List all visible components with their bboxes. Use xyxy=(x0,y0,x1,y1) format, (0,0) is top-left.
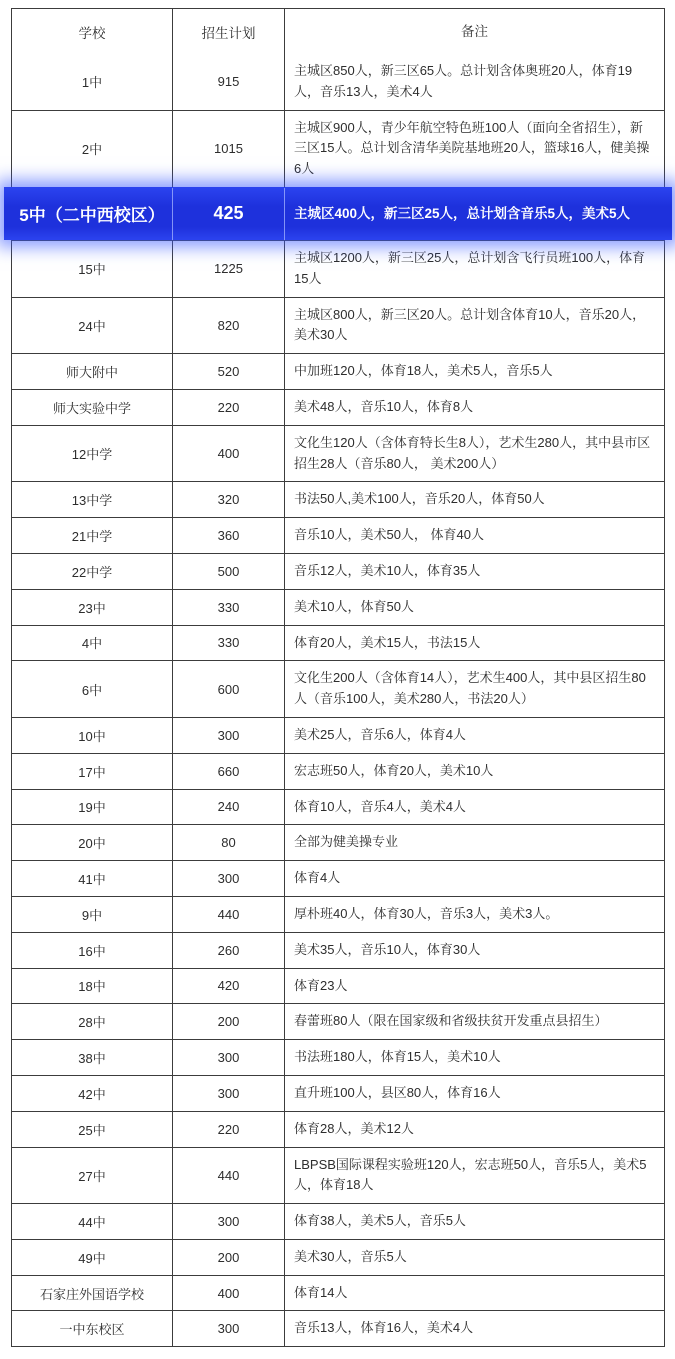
school-cell: 10中 xyxy=(78,728,106,744)
table-row xyxy=(12,553,664,589)
plan-cell: 425 xyxy=(172,188,284,240)
school-cell: 27中 xyxy=(78,1168,106,1184)
table-row xyxy=(12,353,664,389)
table-row xyxy=(12,1039,664,1075)
school-cell: 13中学 xyxy=(71,493,113,509)
table-row xyxy=(12,1239,664,1275)
school-cell: 17中 xyxy=(78,764,106,780)
remark-cell: 美术48人，音乐10人，体育8人 xyxy=(284,390,664,425)
plan-cell: 820 xyxy=(172,298,284,354)
plan-cell: 400 xyxy=(172,426,284,482)
remark-cell: 书法50人,美术100人，音乐20人，体育50人 xyxy=(284,482,664,517)
plan-cell: 220 xyxy=(172,1112,284,1147)
table-row xyxy=(12,896,664,932)
plan-cell: 1225 xyxy=(172,241,284,297)
plan-cell: 400 xyxy=(172,1276,284,1311)
school-cell: 一中东校区 xyxy=(59,1322,125,1338)
remark-cell: 美术35人，音乐10人，体育30人 xyxy=(284,933,664,968)
remark-cell: 春蕾班80人（限在国家级和省级扶贫开发重点县招生） xyxy=(284,1004,664,1039)
plan-cell: 300 xyxy=(172,861,284,896)
remark-cell: 书法班180人，体育15人，美术10人 xyxy=(284,1040,664,1075)
remark-cell: 直升班100人，县区80人，体育16人 xyxy=(284,1076,664,1111)
col-header-remark: 备注 xyxy=(284,9,664,54)
col-header-plan: 招生计划 xyxy=(172,9,284,54)
remark-cell: 主城区850人，新三区65人。总计划含体奥班20人，体育19人，音乐13人，美术4人 xyxy=(284,54,664,110)
plan-cell: 220 xyxy=(172,390,284,425)
table-row xyxy=(12,54,664,110)
table-row xyxy=(12,625,664,661)
table-row xyxy=(12,517,664,553)
school-cell: 42中 xyxy=(78,1086,106,1102)
remark-cell: 体育38人，美术5人，音乐5人 xyxy=(284,1204,664,1239)
remark-cell: 音乐13人，体育16人，美术4人 xyxy=(284,1311,664,1346)
table-row xyxy=(12,425,664,482)
school-cell: 25中 xyxy=(78,1122,106,1138)
remark-cell: 美术30人，音乐5人 xyxy=(284,1240,664,1275)
school-cell: 9中 xyxy=(81,907,103,923)
school-cell: 49中 xyxy=(78,1250,106,1266)
table-row xyxy=(12,753,664,789)
remark-cell: LBPSB国际课程实验班120人，宏志班50人，音乐5人，美术5人，体育18人 xyxy=(284,1148,664,1204)
school-cell: 18中 xyxy=(78,979,106,995)
enrollment-table xyxy=(11,8,665,1347)
plan-cell: 80 xyxy=(172,825,284,860)
table-row xyxy=(12,110,664,187)
school-cell: 12中学 xyxy=(71,447,113,463)
remark-cell: 美术10人，体育50人 xyxy=(284,590,664,625)
school-cell: 28中 xyxy=(78,1015,106,1031)
school-cell: 15中 xyxy=(78,262,106,278)
plan-cell: 500 xyxy=(172,554,284,589)
plan-cell: 200 xyxy=(172,1240,284,1275)
school-cell: 24中 xyxy=(78,318,106,334)
remark-cell: 体育28人，美术12人 xyxy=(284,1112,664,1147)
remark-cell: 中加班120人，体育18人，美术5人，音乐5人 xyxy=(284,354,664,389)
table-row xyxy=(12,717,664,753)
school-cell: 2中 xyxy=(81,142,103,158)
table-row xyxy=(12,1147,664,1204)
table-row xyxy=(12,824,664,860)
school-cell: 38中 xyxy=(78,1051,106,1066)
table-row xyxy=(12,1203,664,1239)
plan-cell: 440 xyxy=(172,897,284,932)
col-header-school: 学校 xyxy=(78,25,106,41)
school-cell: 23中 xyxy=(78,600,106,616)
plan-cell: 915 xyxy=(172,54,284,110)
plan-cell: 660 xyxy=(172,754,284,789)
table-row xyxy=(12,240,664,297)
table-row xyxy=(12,589,664,625)
plan-cell: 440 xyxy=(172,1148,284,1204)
plan-cell: 240 xyxy=(172,790,284,825)
table-row xyxy=(12,932,664,968)
school-cell: 师大实验中学 xyxy=(52,400,131,416)
table-row xyxy=(12,1003,664,1039)
remark-cell: 体育20人，美术15人，书法15人 xyxy=(284,626,664,661)
table-row xyxy=(12,660,664,717)
remark-cell: 厚朴班40人，体育30人，音乐3人，美术3人。 xyxy=(284,897,664,932)
table-row xyxy=(12,297,664,354)
plan-cell: 330 xyxy=(172,626,284,661)
plan-cell: 300 xyxy=(172,1076,284,1111)
school-cell: 20中 xyxy=(78,836,106,852)
plan-cell: 1015 xyxy=(172,111,284,187)
school-cell: 19中 xyxy=(78,800,106,816)
table-row xyxy=(12,1275,664,1311)
school-cell: 41中 xyxy=(78,872,106,888)
plan-cell: 300 xyxy=(172,1311,284,1346)
table-header-row xyxy=(12,9,664,54)
plan-cell: 260 xyxy=(172,933,284,968)
plan-cell: 330 xyxy=(172,590,284,625)
school-cell: 4中 xyxy=(81,636,103,652)
plan-cell: 360 xyxy=(172,518,284,553)
plan-cell: 520 xyxy=(172,354,284,389)
school-cell: 6中 xyxy=(81,682,103,698)
school-cell: 44中 xyxy=(78,1214,106,1230)
remark-cell: 文化生120人（含体育特长生8人），艺术生280人，其中县市区招生28人（音乐80人， 美术200人） xyxy=(284,426,664,482)
table-row xyxy=(12,860,664,896)
school-cell: 师大附中 xyxy=(65,365,118,381)
table-row xyxy=(12,968,664,1004)
table-row-highlighted xyxy=(4,187,672,240)
remark-cell: 体育14人 xyxy=(284,1276,664,1311)
remark-cell: 主城区400人，新三区25人，总计划含音乐5人，美术5人 xyxy=(284,188,664,240)
remark-cell: 体育4人 xyxy=(284,861,664,896)
table-row xyxy=(12,481,664,517)
remark-cell: 宏志班50人，体育20人，美术10人 xyxy=(284,754,664,789)
remark-cell: 体育23人 xyxy=(284,969,664,1004)
school-cell: 22中学 xyxy=(71,564,113,580)
remark-cell: 主城区800人，新三区20人。总计划含体育10人，音乐20人，美术30人 xyxy=(284,298,664,354)
table-row xyxy=(12,1310,664,1346)
school-cell: 5中（二中西校区） xyxy=(19,206,165,226)
table-row xyxy=(12,1075,664,1111)
remark-cell: 美术25人，音乐6人，体育4人 xyxy=(284,718,664,753)
plan-cell: 300 xyxy=(172,1040,284,1075)
plan-cell: 320 xyxy=(172,482,284,517)
remark-cell: 全部为健美操专业 xyxy=(284,825,664,860)
table-row xyxy=(12,1111,664,1147)
school-cell: 石家庄外国语学校 xyxy=(39,1286,144,1302)
remark-cell: 文化生200人（含体育14人），艺术生400人，其中县区招生80人（音乐100人，美术280人，书法20人） xyxy=(284,661,664,717)
plan-cell: 600 xyxy=(172,661,284,717)
remark-cell: 音乐12人，美术10人，体育35人 xyxy=(284,554,664,589)
remark-cell: 体育10人，音乐4人，美术4人 xyxy=(284,790,664,825)
remark-cell: 音乐10人，美术50人， 体育40人 xyxy=(284,518,664,553)
school-cell: 1中 xyxy=(81,75,103,91)
table-body xyxy=(12,54,664,1346)
plan-cell: 420 xyxy=(172,969,284,1004)
plan-cell: 300 xyxy=(172,718,284,753)
plan-cell: 200 xyxy=(172,1004,284,1039)
remark-cell: 主城区1200人，新三区25人，总计划含飞行员班100人，体育15人 xyxy=(284,241,664,297)
table-row xyxy=(12,789,664,825)
plan-cell: 300 xyxy=(172,1204,284,1239)
remark-cell: 主城区900人，青少年航空特色班100人（面向全省招生），新三区15人。总计划含清华美院基地班20人，篮球16人，健美操6人 xyxy=(284,111,664,187)
school-cell: 21中学 xyxy=(71,529,113,545)
school-cell: 16中 xyxy=(78,943,106,959)
table-row xyxy=(12,389,664,425)
